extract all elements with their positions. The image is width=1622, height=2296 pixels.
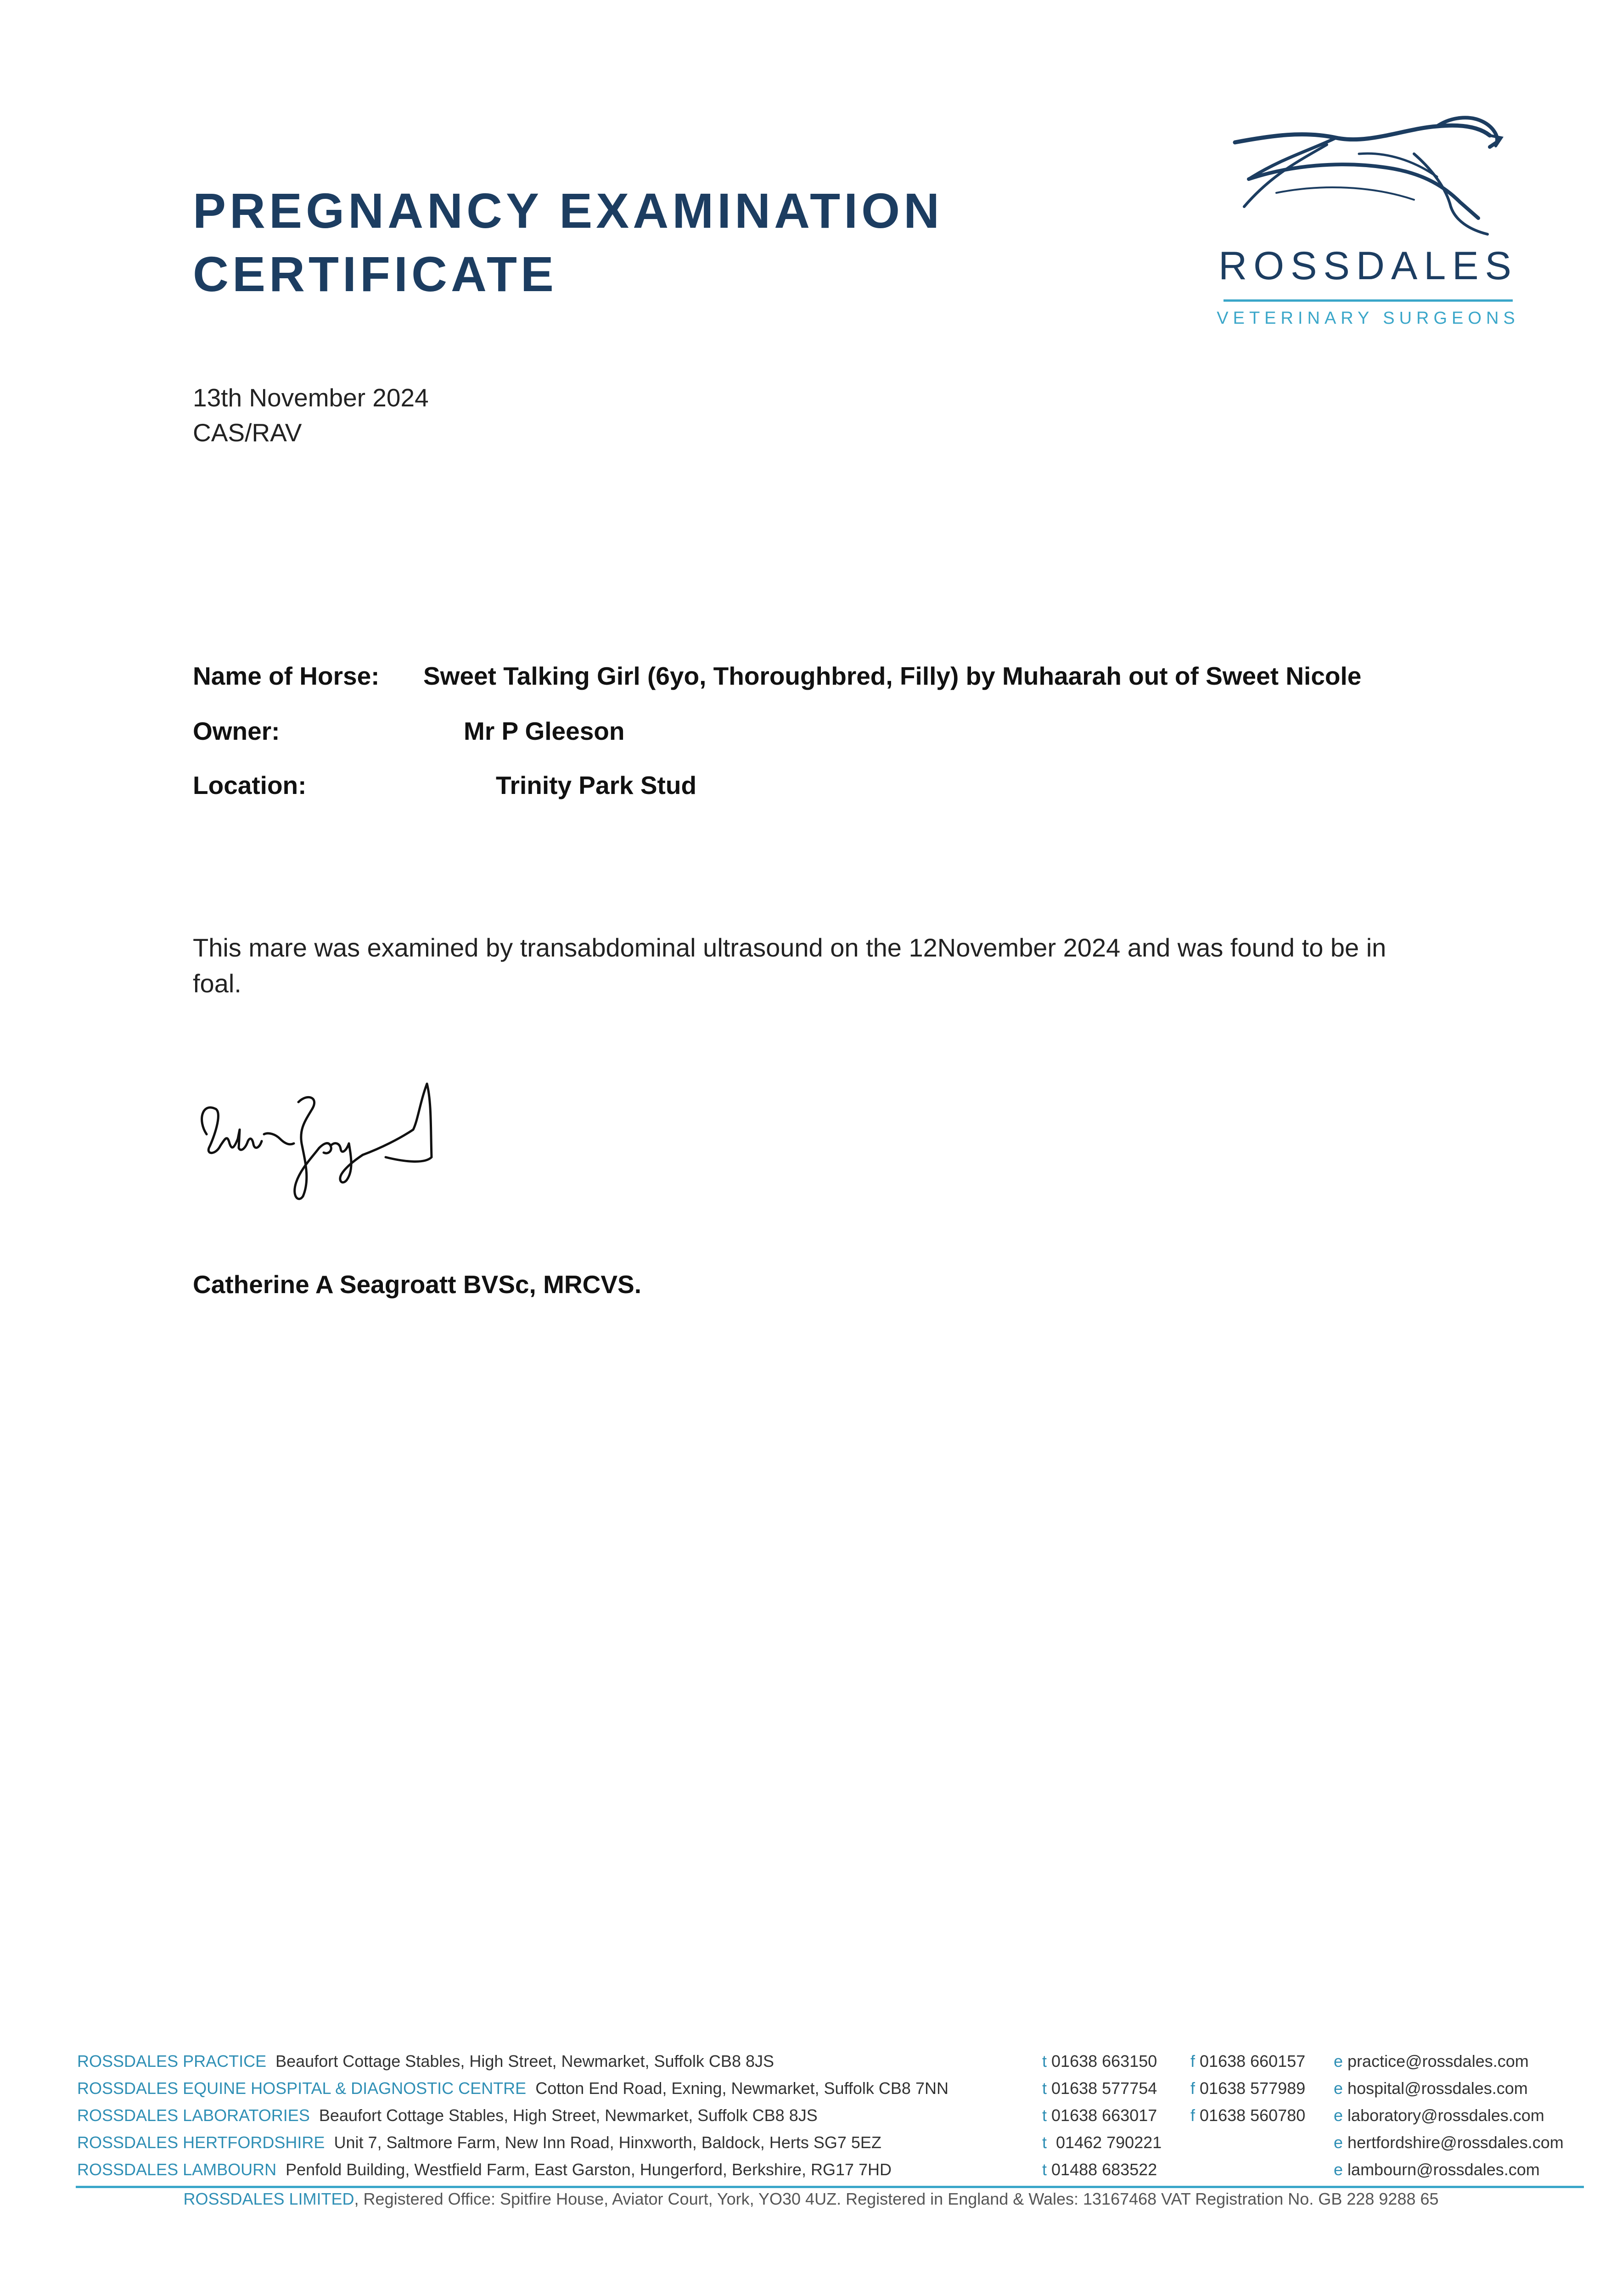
phone-number: 01488 683522 (1051, 2160, 1157, 2179)
fax-number: 01638 660157 (1200, 2052, 1306, 2071)
email-prefix: e (1334, 2079, 1343, 2098)
logo-wordmark: ROSSDALES (1218, 244, 1518, 288)
letter-date: 13th November 2024 (193, 383, 429, 412)
footer-divider (76, 2186, 1584, 2188)
phone-number: 01638 663017 (1051, 2106, 1157, 2125)
footer-email[interactable] (1334, 2077, 1528, 2099)
phone-number: 01638 663150 (1051, 2052, 1157, 2071)
footer-row-practice (77, 2050, 774, 2072)
phone-prefix: t (1042, 2052, 1047, 2071)
email-link[interactable]: hospital@rossdales.com (1347, 2079, 1528, 2098)
footer-row-lambourn (77, 2159, 892, 2181)
phone-number: 01462 790221 (1056, 2133, 1162, 2152)
rossdales-horse-logo-icon (1221, 110, 1520, 331)
footer-phone (1042, 2132, 1162, 2154)
email-link[interactable]: practice@rossdales.com (1347, 2052, 1529, 2071)
fax-number: 01638 560780 (1200, 2106, 1306, 2125)
footer-email[interactable] (1334, 2105, 1544, 2127)
email-prefix: e (1334, 2133, 1343, 2152)
fax-prefix: f (1190, 2052, 1195, 2071)
footer-fax (1190, 2050, 1305, 2072)
footer-phone (1042, 2159, 1157, 2181)
email-link[interactable]: hertfordshire@rossdales.com (1347, 2133, 1564, 2152)
footer-email[interactable] (1334, 2050, 1529, 2072)
phone-prefix: t (1042, 2106, 1047, 2125)
footer-branch-address: Unit 7, Saltmore Farm, New Inn Road, Hinxworth, Baldock, Herts SG7 5EZ (334, 2133, 881, 2152)
title-line-1: PREGNANCY EXAMINATION (193, 183, 943, 238)
document-title (193, 179, 943, 306)
footer-branch-name: ROSSDALES LABORATORIES (77, 2106, 310, 2125)
phone-number: 01638 577754 (1051, 2079, 1157, 2098)
footer-branch-address: Cotton End Road, Exning, Newmarket, Suffolk CB8 7NN (535, 2079, 949, 2098)
email-link[interactable]: lambourn@rossdales.com (1347, 2160, 1540, 2179)
footer-legal (0, 2189, 1622, 2209)
letter-reference: CAS/RAV (193, 418, 302, 447)
phone-prefix: t (1042, 2160, 1047, 2179)
footer-phone (1042, 2077, 1157, 2099)
email-prefix: e (1334, 2160, 1343, 2179)
handwritten-signature (188, 1065, 445, 1203)
footer-branch-name: ROSSDALES HERTFORDSHIRE (77, 2133, 325, 2152)
signatory-name: Catherine A Seagroatt BVSc, MRCVS. (193, 1270, 641, 1299)
logo-divider (1224, 299, 1513, 302)
footer-fax (1190, 2077, 1305, 2099)
location-value: Trinity Park Stud (496, 771, 697, 799)
footer-phone (1042, 2105, 1157, 2127)
footer-branch-address: Beaufort Cottage Stables, High Street, Newmarket, Suffolk CB8 8JS (319, 2106, 818, 2125)
email-link[interactable]: laboratory@rossdales.com (1347, 2106, 1544, 2125)
footer-row-hertfordshire (77, 2132, 881, 2154)
owner-value: Mr P Gleeson (464, 717, 625, 745)
footer-branch-name: ROSSDALES PRACTICE (77, 2052, 267, 2071)
fax-prefix: f (1190, 2106, 1195, 2125)
phone-prefix: t (1042, 2133, 1047, 2152)
fax-prefix: f (1190, 2079, 1195, 2098)
title-line-2: CERTIFICATE (193, 246, 557, 302)
examination-statement: This mare was examined by transabdominal ultrasound on the 12November 2024 and was found to be in foal. (193, 933, 1386, 998)
footer-email[interactable] (1334, 2132, 1564, 2154)
footer-phone (1042, 2050, 1157, 2072)
footer-row-hospital (77, 2077, 949, 2099)
legal-details: , Registered Office: Spitfire House, Aviator Court, York, YO30 4UZ. Registered in England & Wales: 13167468 VAT Registration No. GB 228 9288 65 (354, 2189, 1439, 2208)
fax-number: 01638 577989 (1200, 2079, 1306, 2098)
footer-fax (1190, 2105, 1305, 2127)
email-prefix: e (1334, 2106, 1343, 2125)
phone-prefix: t (1042, 2079, 1047, 2098)
email-prefix: e (1334, 2052, 1343, 2071)
legal-company-name: ROSSDALES LIMITED (183, 2189, 354, 2208)
owner-label: Owner: (193, 717, 280, 745)
footer-branch-name: ROSSDALES EQUINE HOSPITAL & DIAGNOSTIC CENTRE (77, 2079, 527, 2098)
logo-subtitle: VETERINARY SURGEONS (1217, 309, 1520, 328)
horse-name-value: Sweet Talking Girl (6yo, Thoroughbred, Filly) by Muhaarah out of Sweet Nicole (423, 662, 1362, 690)
footer-email[interactable] (1334, 2159, 1540, 2181)
horse-name-label: Name of Horse: (193, 662, 380, 690)
location-label: Location: (193, 771, 307, 799)
letter-meta (193, 380, 429, 450)
footer-branch-address: Beaufort Cottage Stables, High Street, Newmarket, Suffolk CB8 8JS (275, 2052, 774, 2071)
footer-branch-address: Penfold Building, Westfield Farm, East Garston, Hungerford, Berkshire, RG17 7HD (286, 2160, 892, 2179)
footer-row-laboratories (77, 2105, 818, 2127)
footer-branch-name: ROSSDALES LAMBOURN (77, 2160, 277, 2179)
